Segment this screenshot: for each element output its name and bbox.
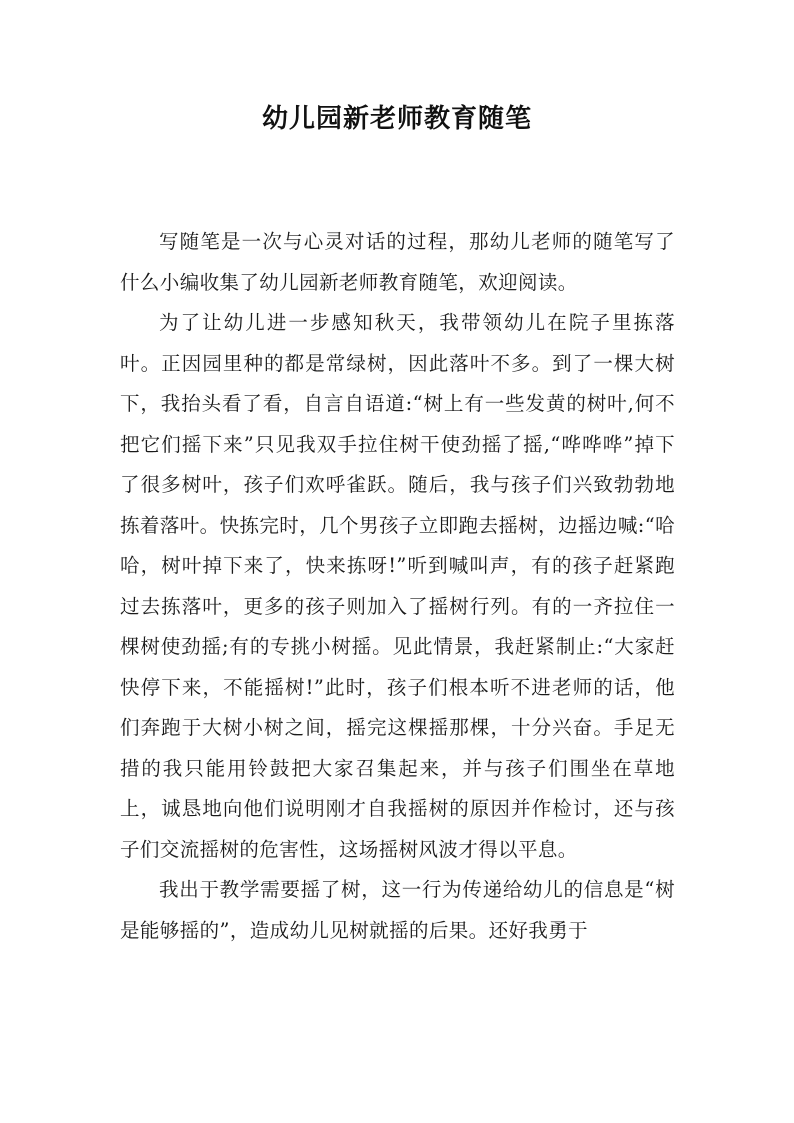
paragraph-intro: 写随笔是一次与心灵对话的过程，那幼儿老师的随笔写了什么小编收集了幼儿园新老师教育随笔，欢迎阅读。	[120, 230, 675, 294]
paragraph-reflection: 我出于教学需要摇了树，这一行为传递给幼儿的信息是“树是能够摇的”，造成幼儿见树就摇的后果。还好我勇于	[120, 878, 675, 942]
document-title: 幼儿园新老师教育随笔	[261, 104, 532, 134]
paragraph-story: 为了让幼儿进一步感知秋天，我带领幼儿在院子里拣落叶。正因园里种的都是常绿树，因此落叶不多。到了一棵大树下，我抬头看了看，自言自语道:“树上有一些发黄的树叶,何不把它们摇下来”只见我双手拉住树干使劲摇了摇,“哗哗哗”掉下了很多树叶，孩子们欢呼雀跃。随后，我与孩子们兴致勃勃地拣着落叶。快拣完时，几个男孩子立即跑去摇树，边摇边喊:“哈哈，树叶掉下来了，快来拣呀!”听到喊叫声，有的孩子赶紧跑过去拣落叶，更多的孩子则加入了摇树行列。有的一齐拉住一棵树使劲摇;有的专挑小树摇。见此情景，我赶紧制止:“大家赶快停下来，不能摇树!”此时，孩子们根本听不进老师的话，他们奔跑于大树小树之间，摇完这棵摇那棵，十分兴奋。手足无措的我只能用铃鼓把大家召集起来，并与孩子们围坐在草地上，诚恳地向他们说明刚才自我摇树的原因并作检讨，还与孩子们交流摇树的危害性，这场摇树风波才得以平息。	[120, 311, 675, 861]
document-body	[120, 222, 675, 951]
